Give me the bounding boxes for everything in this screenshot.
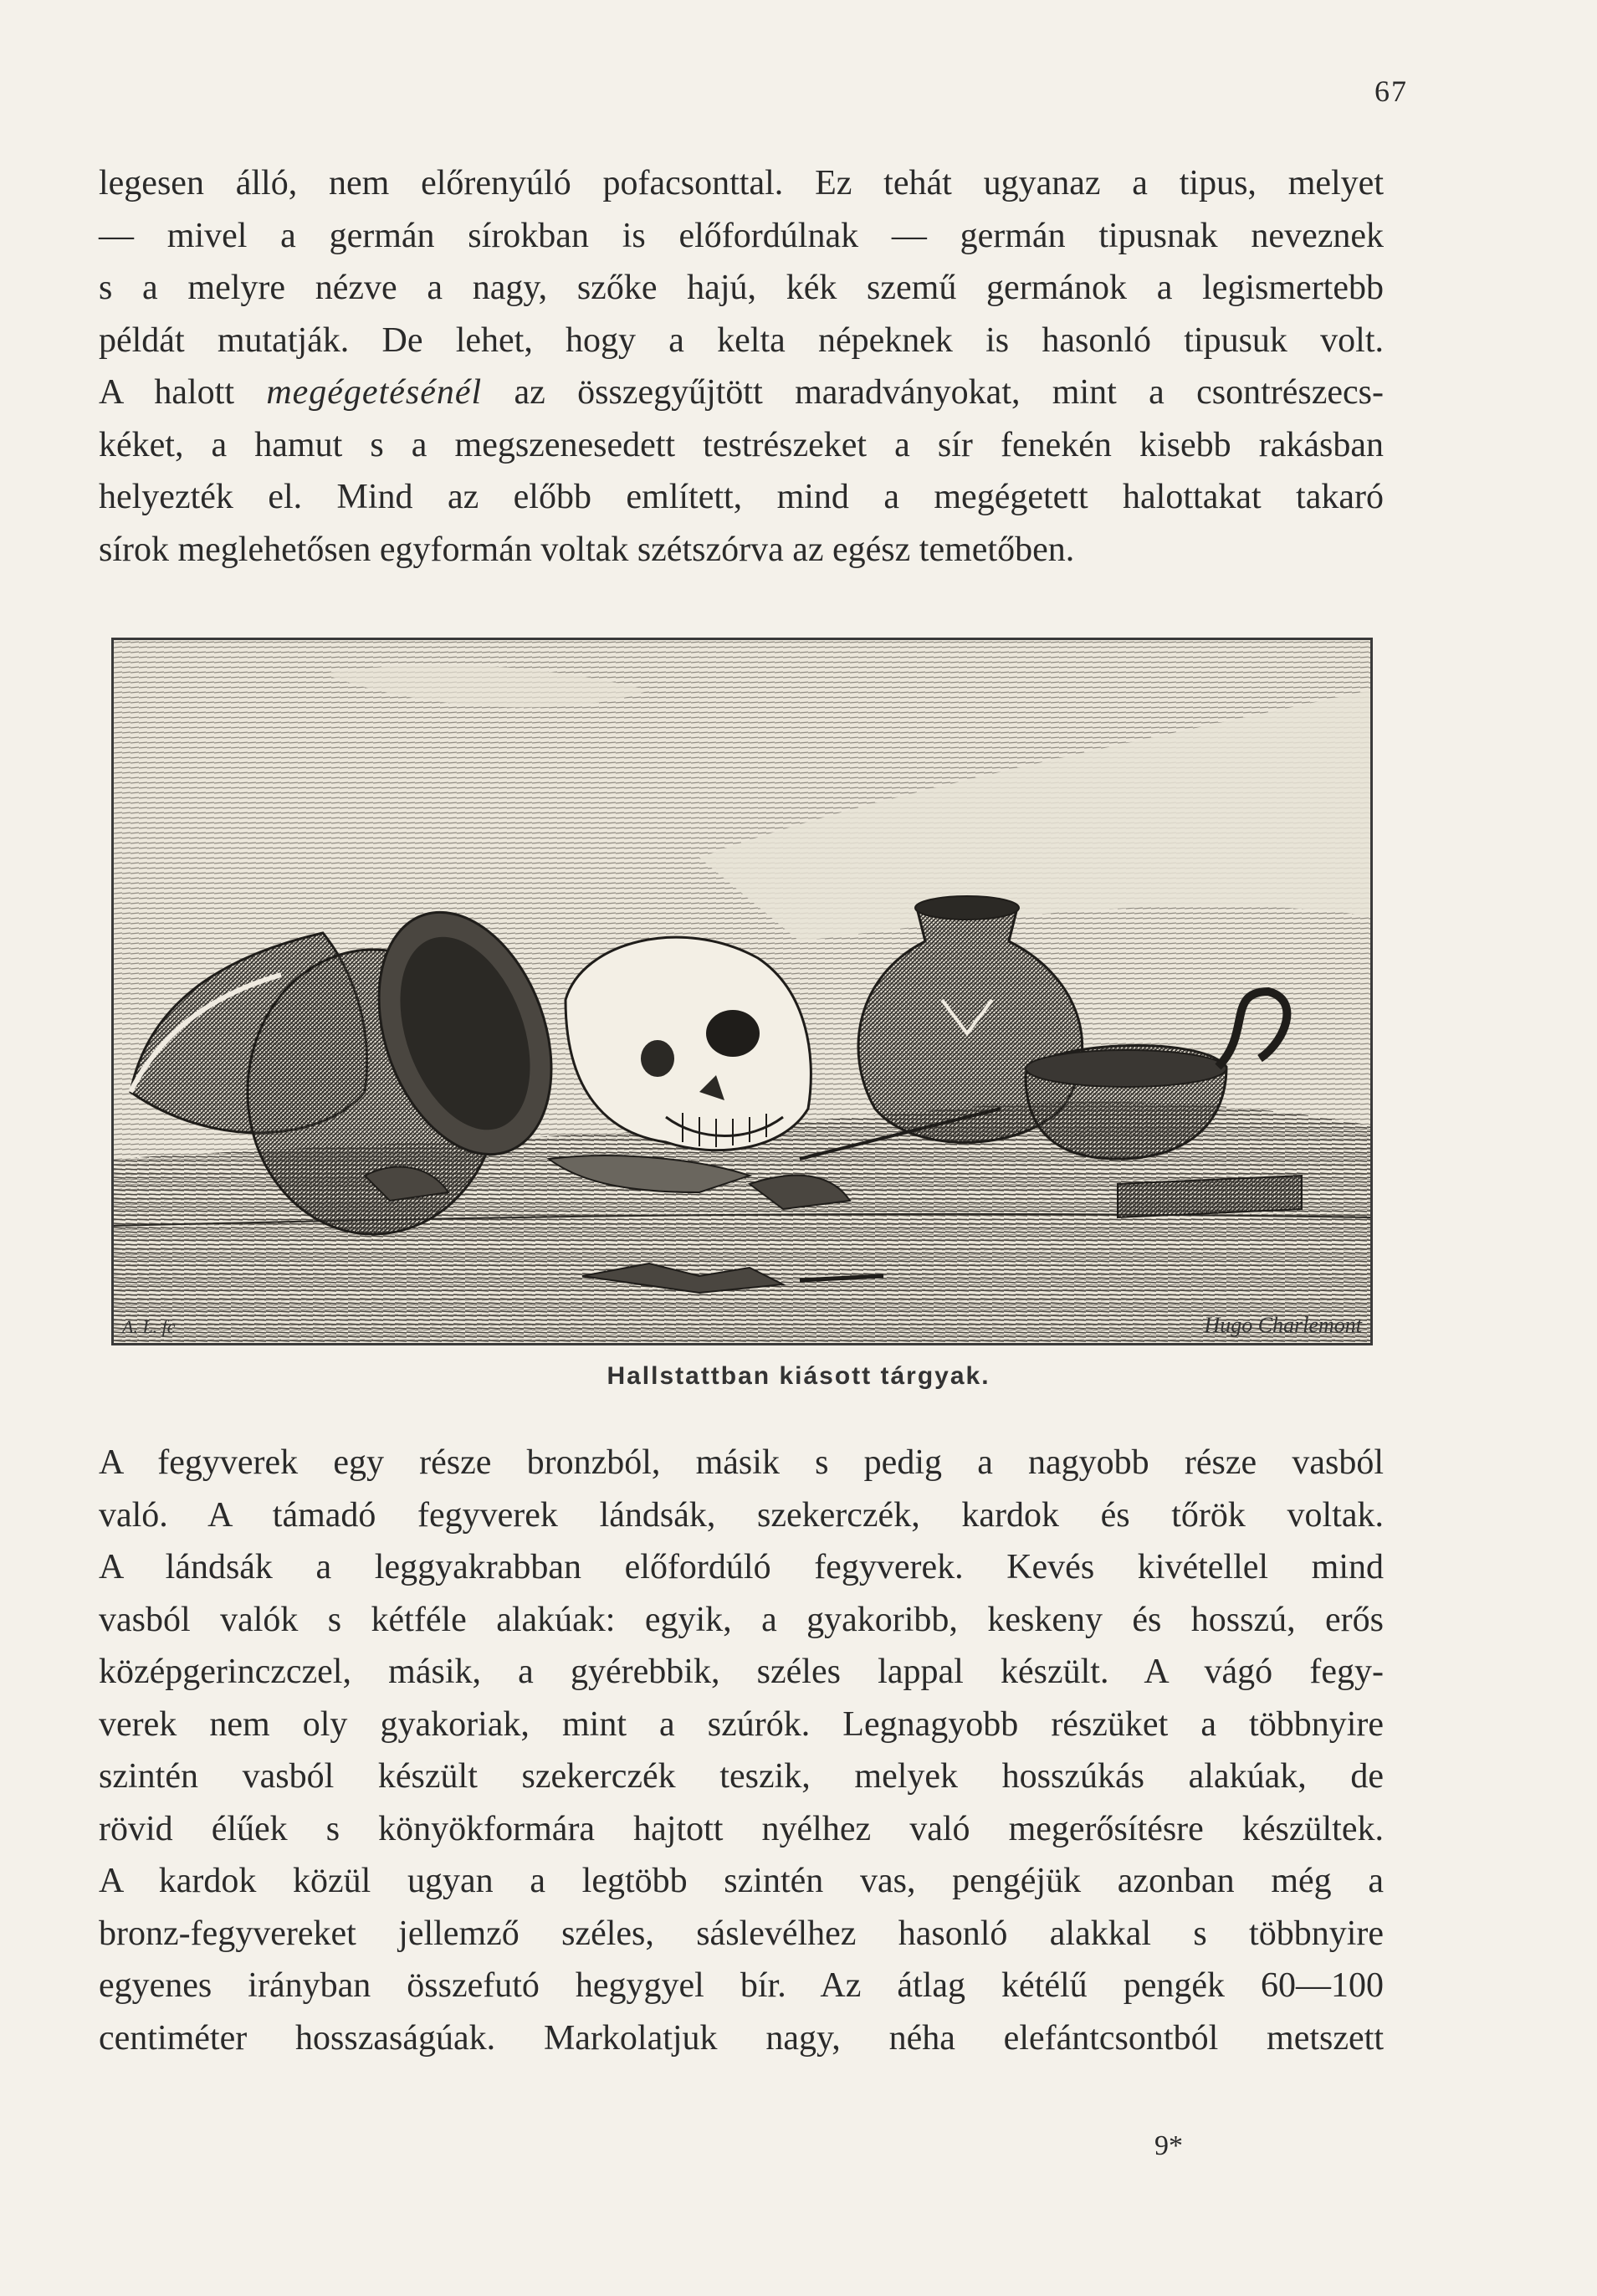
- text-segment: az összegyűjtött maradványokat, mint a csontrészecs-: [482, 373, 1384, 412]
- text-line: verek nem oly gyakoriak, mint a szúrók. Legnagyobb részüket a többnyire: [99, 1704, 1384, 1744]
- text-line: A kardok közül ugyan a legtöbb szintén vas, pengéjük azonban még a: [99, 1862, 1384, 1900]
- figure-caption: Hallstattban kiásott tárgyak.: [607, 1362, 990, 1390]
- text-line: legesen álló, nem előrenyúló pofacsonttal. Ez tehát ugyanaz a tipus, melyet: [99, 164, 1384, 202]
- italic-term: megégetésénél: [266, 373, 483, 412]
- text-line: példát mutatják. De lehet, hogy a kelta népeknek is hasonló tipusuk volt.: [99, 320, 1384, 360]
- text-line: s a melyre nézve a nagy, szőke hajú, kék szemű germánok a legismertebb: [99, 269, 1384, 307]
- text-segment: A halott: [99, 373, 267, 412]
- text-line: bronz-fegyvereket jellemző széles, sáslevélhez hasonló alakkal s többnyire: [99, 1914, 1384, 1953]
- eye-socket: [641, 1040, 674, 1077]
- engraving-drawing: [114, 640, 1370, 1343]
- page-number: 67: [1374, 74, 1408, 108]
- text-line: — mivel a germán sírokban is előfordúlnak — germán tipusnak neveznek: [99, 216, 1384, 255]
- engraving-illustration: [111, 638, 1373, 1345]
- text-line: A lándsák a leggyakrabban előfordúló fegyverek. Kevés kivétellel mind: [99, 1548, 1384, 1586]
- text-line: való. A támadó fegyverek lándsák, szekerczék, kardok és tőrök voltak.: [99, 1495, 1384, 1535]
- text-line: sírok meglehetősen egyformán voltak szétszórva az egész temetőben.: [99, 530, 1075, 569]
- signature-mark: 9*: [1154, 2130, 1183, 2161]
- text-line: rövid élűek s könyökformára hajtott nyélhez való megerősítésre készültek.: [99, 1809, 1384, 1848]
- text-line: centiméter hosszaságúak. Markolatjuk nagy, néha elefántcsontból metszett: [99, 2018, 1384, 2058]
- artist-signature: Hugo Charlemont: [1204, 1313, 1362, 1337]
- text-line: szintén vasból készült szekerczék teszik, melyek hosszúkás alakúak, de: [99, 1757, 1384, 1796]
- comb-fragment: [1118, 1176, 1302, 1217]
- text-line: középgerinczczel, másik, a gyérebbik, széles lappal készült. A vágó fegy-: [99, 1653, 1384, 1691]
- eye-socket: [706, 1010, 760, 1057]
- engraver-mark: A. L. fc: [122, 1316, 176, 1337]
- text-line: egyenes irányban összefutó hegygyel bír. Az átlag kétélű pengék 60—100: [99, 1966, 1384, 2005]
- text-line: kéket, a hamut s a megszenesedett testrészeket a sír fenekén kisebb rakásban: [99, 425, 1384, 464]
- top-paragraph: [99, 157, 1384, 576]
- bottom-paragraph: [99, 1437, 1384, 2064]
- text-line: helyezték el. Mind az előbb említett, mind a megégetett halottakat takaró: [99, 478, 1384, 516]
- text-line: vasból valók s kétféle alakúak: egyik, a gyakoribb, keskeny és hosszú, erős: [99, 1600, 1384, 1639]
- text-line: [99, 366, 1384, 419]
- text-line: A fegyverek egy része bronzból, másik s pedig a nagyobb része vasból: [99, 1443, 1384, 1482]
